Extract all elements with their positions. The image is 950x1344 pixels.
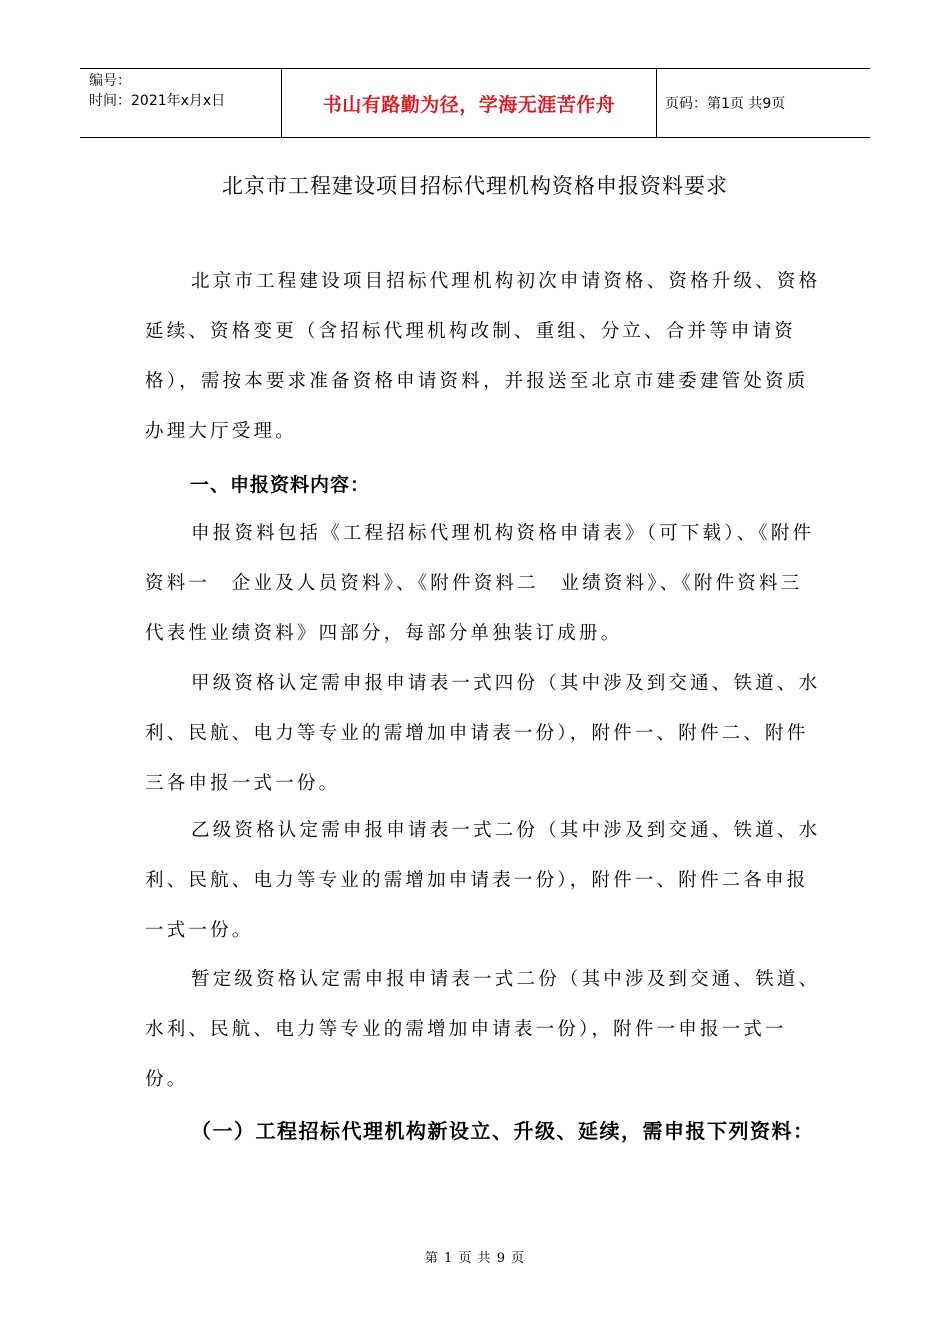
intro-paragraph: 北京市工程建设项目招标代理机构初次申请资格、资格升级、资格延续、资格变更（含招标代理机构改制、重组、分立、合并等申请资格），需按本要求准备资格申请资料，并报送至北京市建委建管处资质办理大厅受理。 xyxy=(145,271,821,442)
grade-a-paragraph: 甲级资格认定需申报申请表一式四份（其中涉及到交通、铁道、水利、民航、电力等专业的需增加申请表一份），附件一、附件二、附件三各申报一式一份。 xyxy=(145,673,821,794)
provisional-grade-paragraph: 暂定级资格认定需申报申请表一式二份（其中涉及到交通、铁道、水利、民航、电力等专业的需增加申请表一份），附件一申报一式一份。 xyxy=(145,969,821,1090)
grade-b-paragraph: 乙级资格认定需申报申请表一式二份（其中涉及到交通、铁道、水利、民航、电力等专业的需增加申请表一份），附件一、附件二各申报一式一份。 xyxy=(145,820,821,941)
document-title: 北京市工程建设项目招标代理机构资格申报资料要求 xyxy=(222,174,728,198)
subsection-heading-1: （一）工程招标代理机构新设立、升级、延续，需申报下列资料： xyxy=(191,1119,815,1143)
materials-paragraph: 申报资料包括《工程招标代理机构资格申请表》（可下载）、《附件资料一 企业及人员资料》、《附件资料二 业绩资料》、《附件资料三 代表性业绩资料》四部分，每部分单独装订成册。 xyxy=(145,523,825,644)
document-header xyxy=(80,68,870,138)
header-motto: 书山有路勤为径，学海无涯苦作舟 xyxy=(281,69,657,137)
section-heading-1: 一、申报资料内容： xyxy=(190,474,371,496)
header-page-info: 页码：第1页 共9页 xyxy=(665,96,786,112)
page-footer: 第 1 页 共 9 页 xyxy=(424,1251,526,1266)
header-meta xyxy=(80,69,281,137)
number-label: 编号： xyxy=(89,73,131,89)
time-label: 时间：2021年x月x日 xyxy=(89,93,226,109)
